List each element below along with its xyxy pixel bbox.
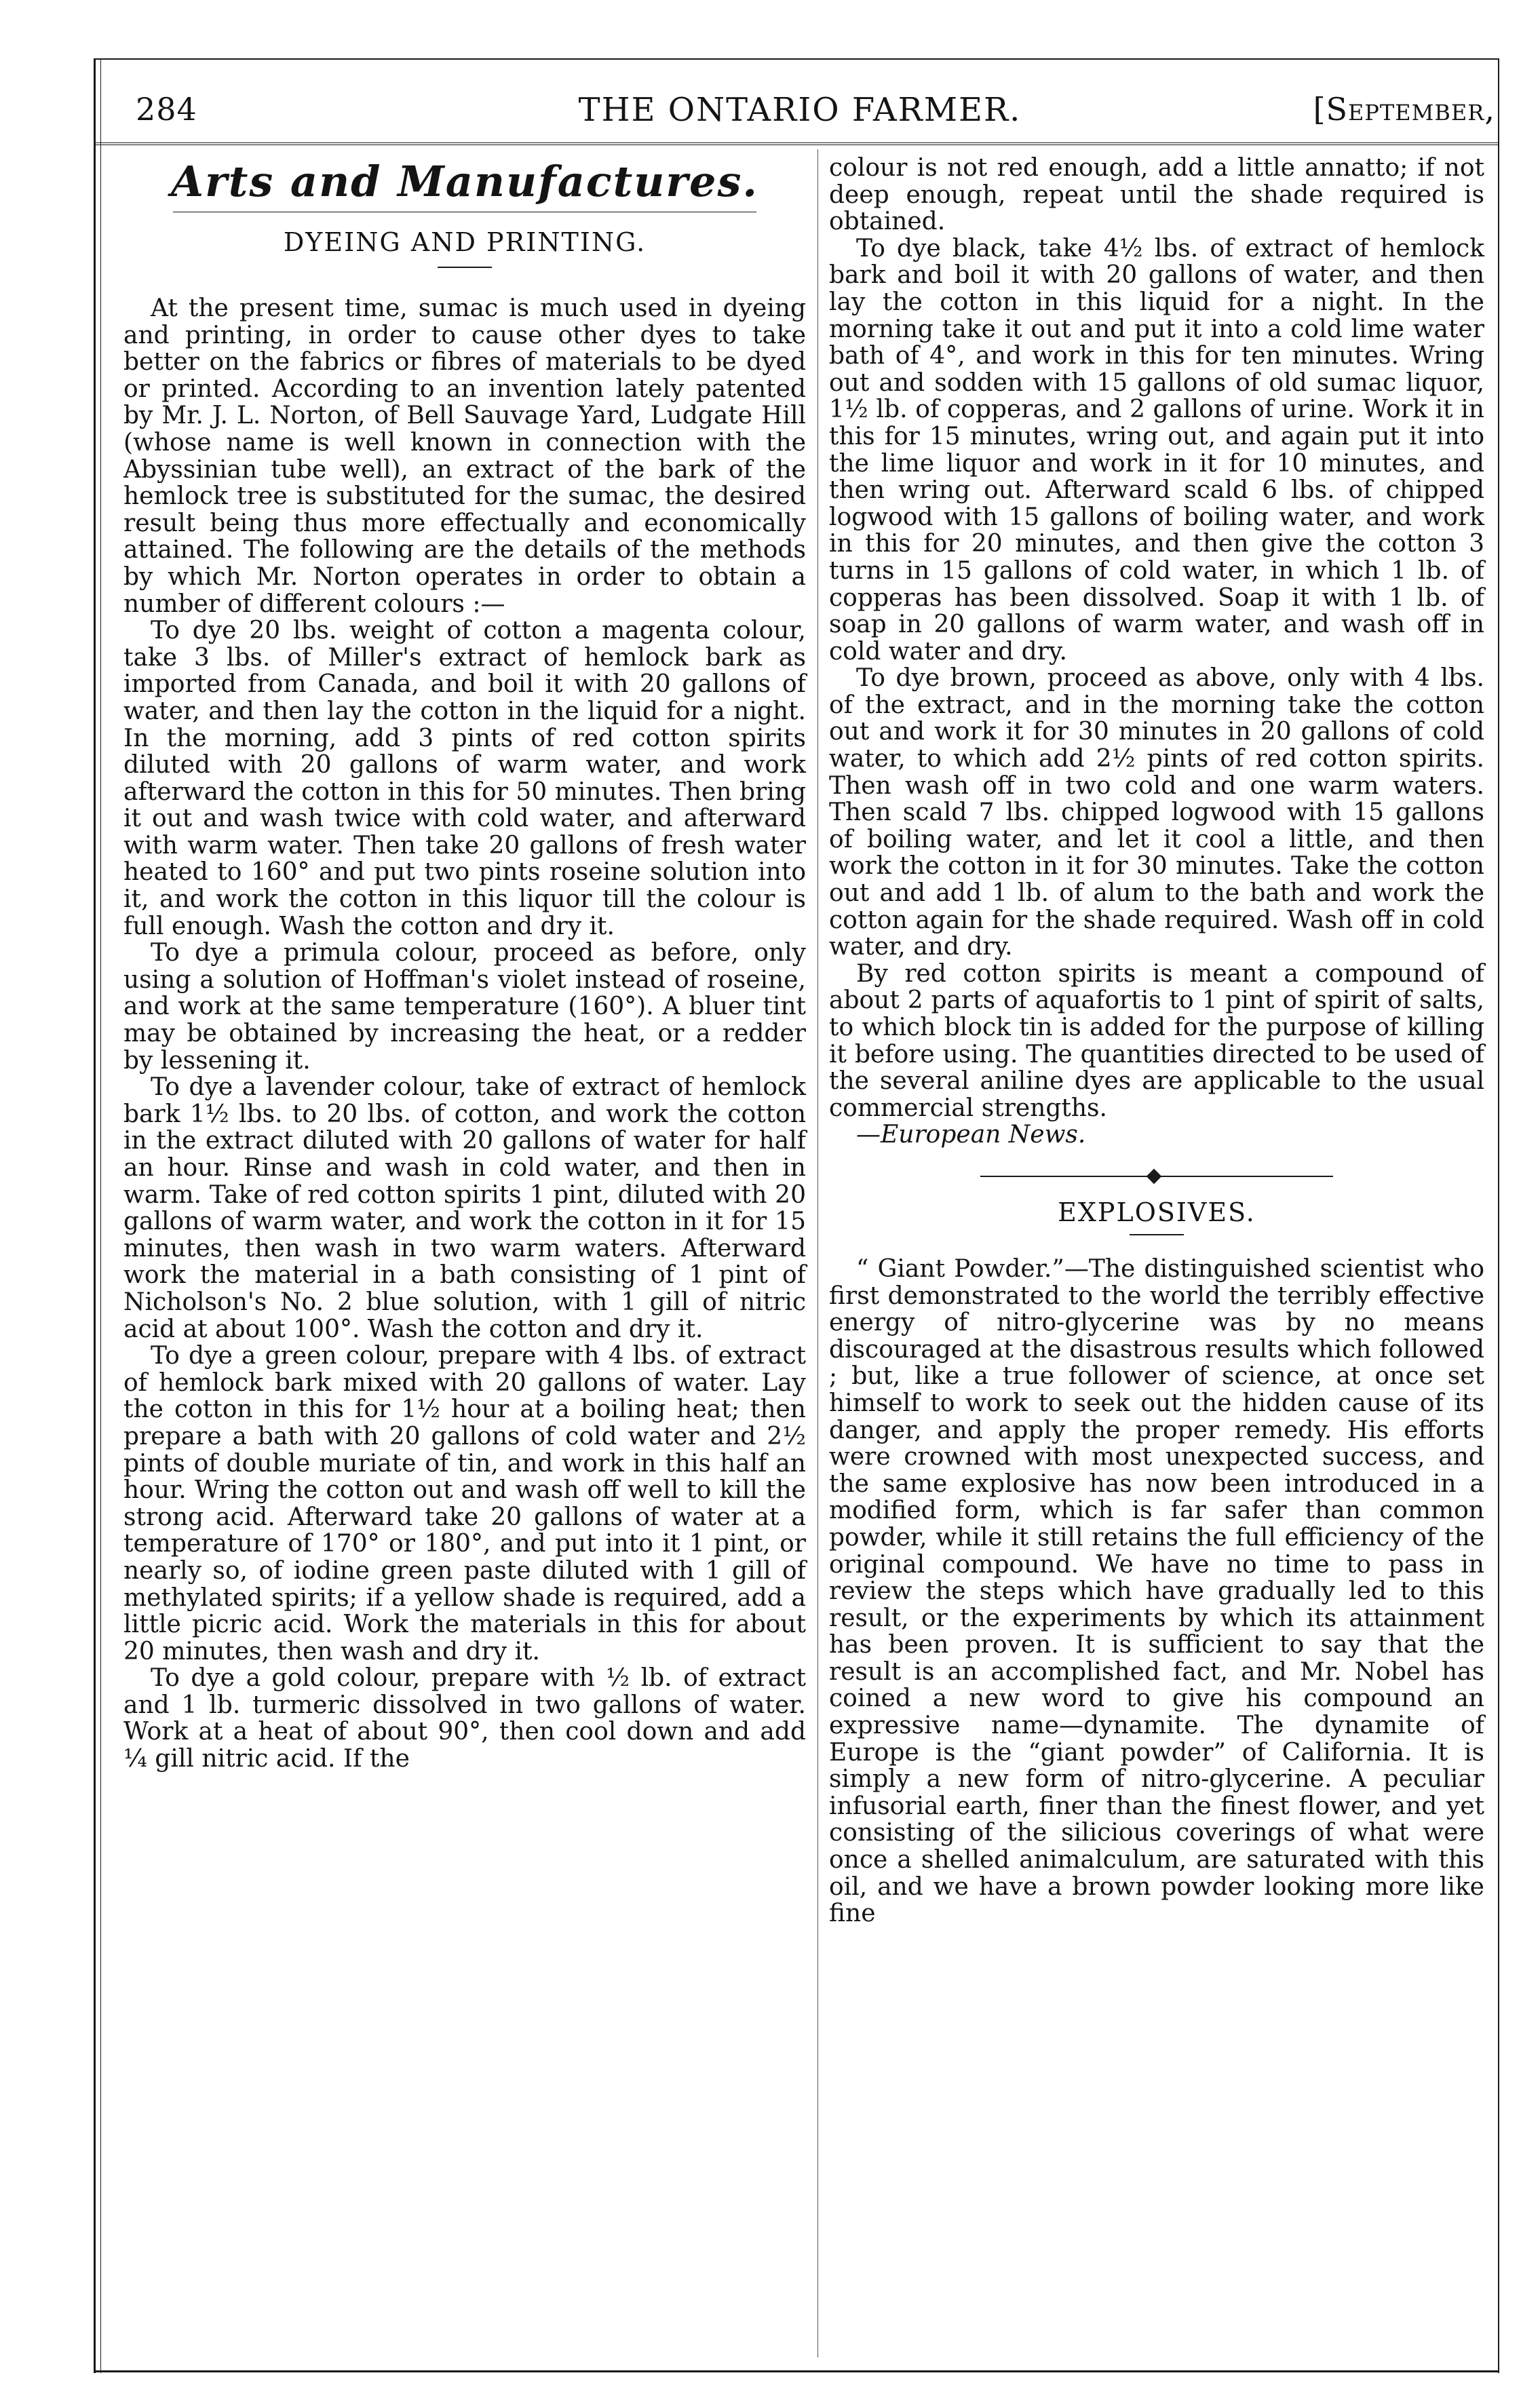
article-title: DYEING AND PRINTING.	[283, 227, 647, 257]
article-paragraph: At the present time, sumac is much used in dyeing and printing, in order to cause other dyes to take better on the fabrics or fibres of materials to be dyed or printed. According to an invention lately patented by Mr. J. L. Norton, of Bell Sauvage Yard, Ludgate Hill (whose name is well known in connection with the Abyssinian tube well), an extract of the bark of the hemlock tree is substituted for the sumac, the desired result being thus more effectually and economically attained. The following are the details of the methods by which Mr. Norton operates in order to obtain a number of different colours :—	[123, 294, 806, 618]
article-paragraph: To dye a green colour, prepare with 4 lbs. of extract of hemlock bark mixed with 20 gallons of water. Lay the cotton in this for 1½ hour at a boiling heat; then prepare a bath with 20 gallons of cold water and 2½ pints of double muriate of tin, and work in this half an hour. Wring the cotton out and wash off well to kill the strong acid. Afterward take 20 gallons of water at a temperature of 170° or 180°, and put into it 1 pint, or nearly so, of iodine green paste diluted with 1 gill of methylated spirits; if a yellow shade is required, add a little picric acid. Work the materials in this for about 20 minutes, then wash and dry it.	[123, 1342, 806, 1665]
right-column	[829, 155, 1484, 1927]
article-paragraph: “ Giant Powder.”—The distinguished scientist who first demonstrated to the world the terribly effective energy of nitro-glycerine was by no means discouraged at the disastrous results which followed ; but, like a true follower of science, at once set himself to work to seek out the hidden cause of its danger, and apply the proper remedy. His efforts were crowned with most unexpected success, and the same explosive has now been introduced in a modified form, which is far safer than common powder, while it still retains the full efficiency of the original compound. We have no time to pass in review the steps which have gradually led to this result, or the experiments by which its attainment has been proven. It is sufficient to say that the result is an accomplished fact, and Mr. Nobel has coined a new word to give his compound an expressive name—dynamite. The dynamite of Europe is the “giant powder” of California. It is simply a new form of nitro-glycerine. A peculiar infusorial earth, finer than the finest flower, and yet consisting of the silicious coverings of what were once a shelled animalculum, are saturated with this oil, and we have a brown powder looking more like fine	[829, 1254, 1484, 1928]
page-border-bottom	[94, 2370, 1499, 2372]
article-paragraph: To dye a gold colour, prepare with ½ lb. of extract and 1 lb. turmeric dissolved in two gallons of water. Work at a heat of about 90°, then cool down and add ¼ gill nitric acid. If the	[123, 1664, 806, 1773]
article-paragraph: To dye a primula colour, proceed as before, only using a solution of Hoffman's violet instead of roseine, and work at the same temperature (160°). A bluer tint may be obtained by increasing the heat, or a redder by lessening it.	[123, 939, 806, 1075]
article-paragraph: To dye brown, proceed as above, only with 4 lbs. of the extract, and in the morning take the cotton out and work it for 30 minutes in 20 gallons of cold water, to which add 2½ pints of red cotton spirits. Then wash off in two cold and one warm waters. Then scald 7 lbs. chipped logwood with 15 gallons of boiling water, and let it cool a little, and then work the cotton in it for 30 minutes. Take the cotton out and add 1 lb. of alum to the bath and work the cotton again for the shade required. Wash off in cold water, and dry.	[829, 664, 1484, 961]
page-number: 284	[136, 91, 197, 128]
publication-title: THE ONTARIO FARMER.	[578, 91, 1022, 129]
left-column	[123, 155, 806, 1773]
ornamental-divider	[980, 1172, 1333, 1181]
article-paragraph: To dye a lavender colour, take of extract of hemlock bark 1½ lbs. to 20 lbs. of cotton, and work the cotton in the extract diluted with 20 gallons of water for half an hour. Rinse and wash in cold water, and then in warm. Take of red cotton spirits 1 pint, diluted with 20 gallons of warm water, and work the cotton in it for 15 minutes, then wash in two warm waters. Afterward work the material in a bath consisting of 1 pint of Nicholson's No. 2 blue solution, with 1 gill of nitric acid at about 100°. Wash the cotton and dry it.	[123, 1073, 806, 1343]
page-border-right	[1498, 60, 1499, 2373]
page-border-left	[94, 60, 96, 2373]
title-rule	[438, 267, 492, 268]
running-header	[102, 88, 1498, 142]
section-heading: Arts and Manufactures.	[171, 157, 758, 206]
article-paragraph-continued: colour is not red enough, add a little annatto; if not deep enough, repeat until the shade required is obtained.	[829, 154, 1484, 236]
title-rule	[1130, 1234, 1184, 1235]
page-border-left-inner	[100, 60, 101, 2373]
page-border-top	[94, 58, 1499, 60]
header-rule	[94, 142, 1499, 147]
article-paragraph: By red cotton spirits is meant a compound of about 2 parts of aquafortis to 1 pint of spirit of salts, to which block tin is added for the purpose of killing it before using. The quantities directed to be used of the several aniline dyes are applicable to the usual commercial strengths.	[829, 959, 1484, 1122]
article-paragraph: To dye black, take 4½ lbs. of extract of hemlock bark and boil it with 20 gallons of water, and then lay the cotton in this liquid for a night. In the morning take it out and put it into a cold lime water bath of 4°, and work in this for ten minutes. Wring out and sodden with 15 gallons of old sumac liquor, 1½ lb. of copperas, and 2 gallons of urine. Work it in this for 15 minutes, wring out, and again put it into the lime liquor and work in it for 10 minutes, and then wring out. Afterward scald 6 lbs. of chipped logwood with 15 gallons of boiling water, and work in this for 20 minutes, and then give the cotton 3 turns in 15 gallons of cold water, in which 1 lb. of copperas has been dissolved. Soap it with 1 lb. of soap in 20 gallons of warm water, and wash off in cold water and dry.	[829, 234, 1484, 666]
diamond-ornament-icon	[1147, 1169, 1162, 1185]
column-divider	[817, 149, 818, 2357]
article-paragraph: To dye 20 lbs. weight of cotton a magenta colour, take 3 lbs. of Miller's extract of hemlock bark as imported from Canada, and boil it with 20 gallons of water, and then lay the cotton in the liquid for a night. In the morning, add 3 pints of red cotton spirits diluted with 20 gallons of warm water, and work afterward the cotton in this for 50 minutes. Then bring it out and wash twice with cold water, and afterward with warm water. Then take 20 gallons of fresh water heated to 160° and put two pints roseine solution into it, and work the cotton in this liquor till the colour is full enough. Wash the cotton and dry it.	[123, 617, 806, 940]
issue-month: [September,	[1313, 91, 1495, 128]
article-attribution: —European News.	[856, 1121, 1086, 1149]
article-title: EXPLOSIVES.	[1058, 1197, 1256, 1227]
